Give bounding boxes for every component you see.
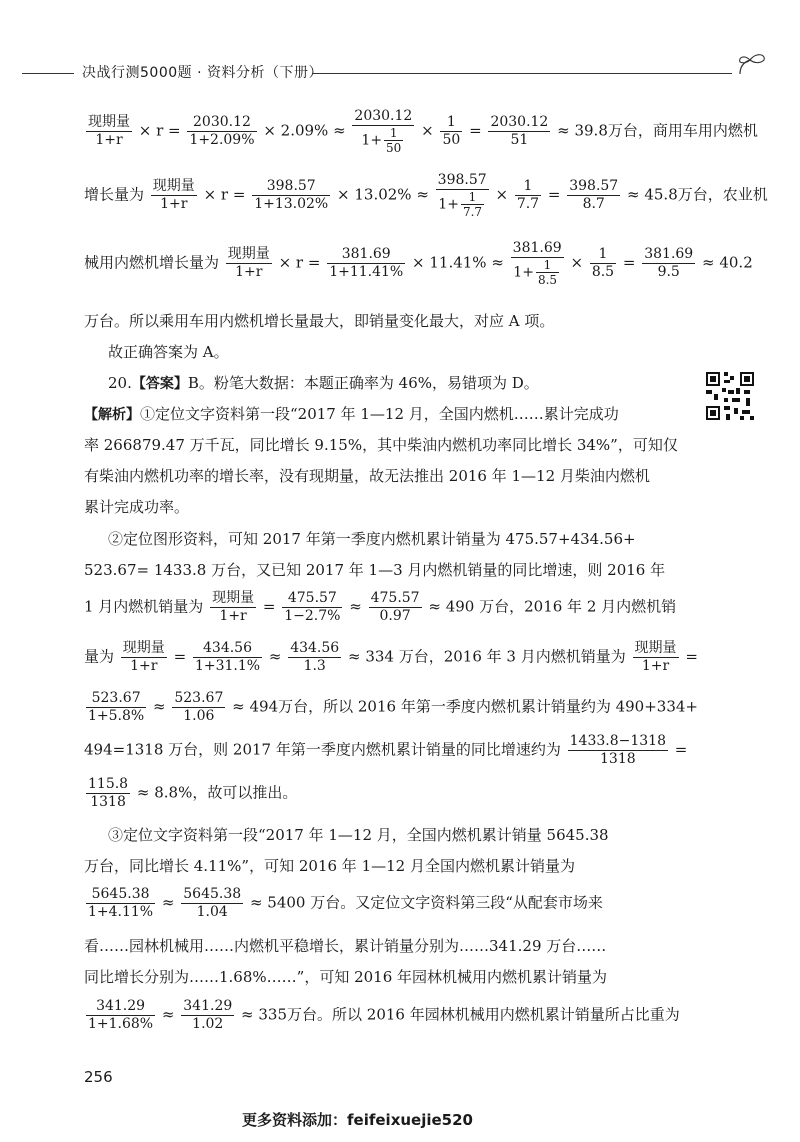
fraction: $\frac{475.57}{1-2.7\%}$ (284, 590, 341, 624)
header-rule-right (312, 73, 732, 74)
formula-line-14: 量为 $\frac{\text{现期量}}{1+r}$ = $\frac{434.56}{1+31.1\%}$ ≈ $\frac{434.56}{1.3}$ ≈ 334 万台，2016 年 3 月内燃机销量为 $\frac{\text{现期量}}{1+r}$ = (84, 640, 698, 674)
formula-line-3: 械用内燃机增长量为 $\frac{\text{现期量}}{1+r}$ × r = $\frac{381.69}{1+11.41\%}$ × 11.41% ≈ 381.69 1+ $\frac{1}{8.5}$ × $\frac{1}{8.5}$ = $\frac{381.69}{9.5}$ ≈ 40.2 (84, 240, 753, 287)
running-header (0, 60, 800, 90)
fraction: $\frac{434.56}{1.3}$ (290, 640, 340, 674)
text-line-12: 523.67= 1433.8 万台，又已知 2017 年 1—3 月内燃机销量的同比增速，则 2016 年 (84, 561, 666, 579)
text-line-9: 有柴油内燃机功率的增长率，没有现期量，故无法推出 2016 年 1—12 月柴油内燃机 (84, 467, 650, 485)
fraction: $\frac{5645.38}{1+4.11\%}$ (88, 886, 154, 920)
formula-line-20: $\frac{5645.38}{1+4.11\%}$ ≈ $\frac{5645.38}{1.04}$ ≈ 5400 万台。又定位文字资料第三段“从配套市场来 (88, 886, 603, 920)
fraction: $\frac{\text{现期量}}{1+r}$ (122, 640, 165, 674)
text-line-10: 累计完成功率。 (84, 498, 190, 516)
fraction: 2030.12 1+ $\frac{1}{50}$ (354, 108, 413, 155)
fraction: 381.69 1+ $\frac{1}{8.5}$ (512, 240, 562, 287)
text-line-21: 看……园林机械用……内燃机平稳增长，累计销量分别为……341.29 万台…… (84, 937, 607, 955)
formula-line-2: 增长量为 $\frac{\text{现期量}}{1+r}$ × r = $\frac{398.57}{1+13.02\%}$ × 13.02% ≈ 398.57 1+ $\frac{1}{7.7}$ × $\frac{1}{7.7}$ = $\frac{398.57}{8.7}$ ≈ 45.8万台，农业机 (84, 172, 768, 219)
fraction: $\frac{115.8}{1318}$ (88, 776, 129, 810)
fraction: $\frac{\text{现期量}}{1+r}$ (88, 114, 130, 148)
book-title: 决战行测5000题 · 资料分析（下册） (82, 65, 323, 81)
fraction: $\frac{341.29}{1+1.68\%}$ (88, 998, 154, 1032)
leaf-ornament-icon (734, 48, 774, 78)
text-line-4: 万台。所以乘用车用内燃机增长量最大，即销量变化最大，对应 A 项。 (84, 312, 555, 330)
fraction: $\frac{\text{现期量}}{1+r}$ (227, 246, 270, 280)
fraction: $\frac{1}{50}$ (442, 114, 461, 148)
fraction: 398.57 1+ $\frac{1}{7.7}$ (437, 172, 487, 219)
page-number: 256 (84, 1068, 113, 1086)
fraction: $\frac{1}{8.5}$ (591, 246, 615, 280)
fraction: $\frac{381.69}{1+11.41\%}$ (329, 246, 404, 280)
text-line-8: 率 266879.47 万千瓦，同比增长 9.15%，其中柴油内燃机功率同比增长 34%”，可知仅 (84, 436, 678, 454)
fraction: $\frac{5645.38}{1.04}$ (183, 886, 242, 920)
fraction: $\frac{\text{现期量}}{1+r}$ (634, 640, 677, 674)
formula-line-13: 1 月内燃机销量为 $\frac{\text{现期量}}{1+r}$ = $\frac{475.57}{1-2.7\%}$ ≈ $\frac{475.57}{0.97}$ ≈ 490 万台，2016 年 2 月内燃机销 (84, 590, 677, 624)
fraction: $\frac{523.67}{1+5.8\%}$ (88, 690, 145, 724)
formula-line-15: $\frac{523.67}{1+5.8\%}$ ≈ $\frac{523.67}{1.06}$ ≈ 494万台，所以 2016 年第一季度内燃机累计销量约为 490+334+ (88, 690, 698, 724)
fraction: $\frac{475.57}{0.97}$ (370, 590, 420, 624)
text-line-22: 同比增长分别为……1.68%……”，可知 2016 年园林机械用内燃机累计销量为 (84, 968, 608, 986)
fraction: $\frac{1}{7.7}$ (516, 178, 540, 212)
fraction: $\frac{2030.12}{1+2.09\%}$ (189, 114, 255, 148)
fraction: $\frac{381.69}{9.5}$ (644, 246, 694, 280)
text-line-11: ②定位图形资料，可知 2017 年第一季度内燃机累计销量为 475.57+434.56+ (108, 530, 636, 548)
fraction: $\frac{434.56}{1+31.1\%}$ (194, 640, 261, 674)
formula-line-16: 494=1318 万台，则 2017 年第一季度内燃机累计销量的同比增速约为 $\frac{1433.8-1318}{1318}$ = (84, 733, 688, 767)
fraction: $\frac{\text{现期量}}{1+r}$ (152, 178, 195, 212)
fraction: $\frac{341.29}{1.02}$ (183, 998, 233, 1032)
formula-line-23: $\frac{341.29}{1+1.68\%}$ ≈ $\frac{341.29}{1.02}$ ≈ 335万台。所以 2016 年园林机械用内燃机累计销量所占比重为 (88, 998, 680, 1032)
fraction: $\frac{398.57}{1+13.02\%}$ (254, 178, 329, 212)
answer-line: 20.【答案】B。粉笔大数据：本题正确率为 46%，易错项为 D。 (108, 374, 539, 392)
text-line-19: 万台，同比增长 4.11%”，可知 2016 年 1—12 月全国内燃机累计销量为 (84, 857, 575, 875)
analysis-line-1: 【解析】①定位文字资料第一段“2017 年 1—12 月，全国内燃机……累计完成功 (84, 405, 619, 423)
fraction: $\frac{398.57}{8.7}$ (569, 178, 619, 212)
fraction: $\frac{\text{现期量}}{1+r}$ (212, 590, 255, 624)
fraction: $\frac{523.67}{1.06}$ (174, 690, 224, 724)
footer-note: 更多资料添加：feifeixuejie520 (242, 1111, 473, 1129)
fraction: $\frac{1433.8-1318}{1318}$ (569, 733, 666, 767)
qr-code-icon[interactable] (704, 370, 756, 422)
text-line-5: 故正确答案为 A。 (108, 343, 229, 361)
header-rule-left (22, 73, 74, 74)
formula-line-1: $\frac{\text{现期量}}{1+r}$ × r = $\frac{2030.12}{1+2.09\%}$ × 2.09% ≈ 2030.12 1+ $\frac{1}{50}$ × $\frac{1}{50}$ = $\frac{2030.12}{51}$ ≈ 39.8万台，商用车用内燃机 (88, 108, 758, 155)
formula-line-17: $\frac{115.8}{1318}$ ≈ 8.8%，故可以推出。 (88, 776, 298, 810)
fraction: $\frac{2030.12}{51}$ (490, 114, 549, 148)
text-line-18: ③定位文字资料第一段“2017 年 1—12 月，全国内燃机累计销量 5645.38 (108, 826, 609, 844)
